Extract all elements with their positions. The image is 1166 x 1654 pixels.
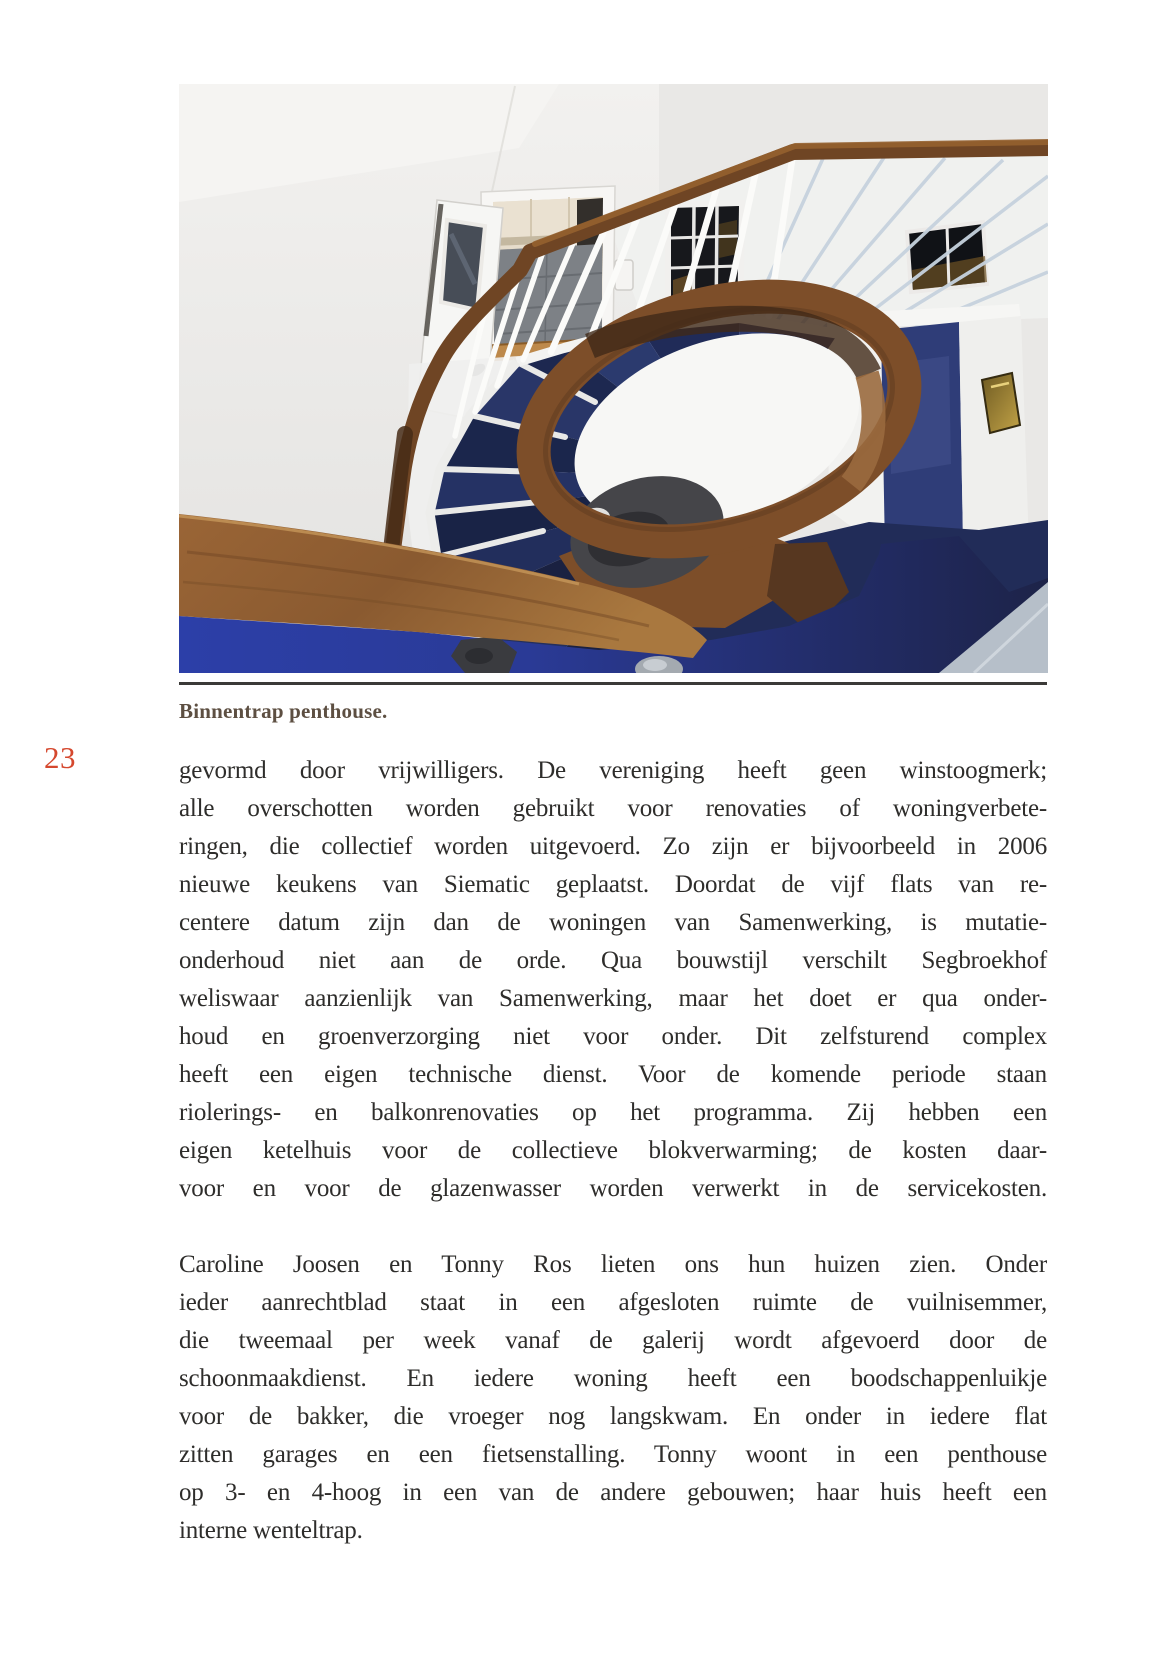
paragraph: [179, 1246, 1047, 1550]
page-number: 23: [44, 740, 76, 775]
body-text-line: schoonmaakdienst. En iedere woning heeft een boodschappenluikje: [179, 1365, 1047, 1392]
body-text-line: ringen, die collectief worden uitgevoerd. Zo zijn er bijvoorbeeld in 2006: [179, 833, 1047, 860]
body-text-line: interne wenteltrap.: [179, 1517, 363, 1544]
staircase-photo: [179, 84, 1048, 673]
body-text-line: op 3- en 4-hoog in een van de andere gebouwen; haar huis heeft een: [179, 1479, 1047, 1506]
body-text-line: onderhoud niet aan de orde. Qua bouwstijl verschilt Segbroekhof: [179, 947, 1047, 974]
body-text-line: ieder aanrechtblad staat in een afgesloten ruimte de vuilnisemmer,: [179, 1289, 1047, 1316]
body-text-line: heeft een eigen technische dienst. Voor de komende periode staan: [179, 1061, 1047, 1088]
body-text-line: alle overschotten worden gebruikt voor renovaties of woningverbete-: [179, 795, 1047, 822]
body-text-line: eigen ketelhuis voor de collectieve blokverwarming; de kosten daar-: [179, 1137, 1047, 1164]
body-text-line: weliswaar aanzienlijk van Samenwerking, maar het doet er qua onder-: [179, 985, 1047, 1012]
body-text-line: gevormd door vrijwilligers. De vereniging heeft geen winstoogmerk;: [179, 757, 1047, 784]
body-text-line: zitten garages en een fietsenstalling. Tonny woont in een penthouse: [179, 1441, 1047, 1468]
body-text-line: voor en voor de glazenwasser worden verwerkt in de servicekosten.: [179, 1175, 1047, 1202]
body-text: [179, 752, 1047, 1550]
paragraph: [179, 752, 1047, 1208]
staircase-photo-svg: [179, 84, 1048, 673]
body-text-line: voor de bakker, die vroeger nog langskwam. En onder in iedere flat: [179, 1403, 1047, 1430]
body-text-line: Caroline Joosen en Tonny Ros lieten ons hun huizen zien. Onder: [179, 1251, 1047, 1278]
photo-caption: Binnentrap penthouse.: [179, 699, 388, 723]
caption-divider: [179, 682, 1047, 685]
body-text-line: riolerings- en balkonrenovaties op het programma. Zij hebben een: [179, 1099, 1047, 1126]
body-text-line: houd en groenverzorging niet voor onder. Dit zelfsturend complex: [179, 1023, 1047, 1050]
body-text-line: centere datum zijn dan de woningen van Samenwerking, is mutatie-: [179, 909, 1047, 936]
body-text-line: nieuwe keukens van Siematic geplaatst. Doordat de vijf flats van re-: [179, 871, 1047, 898]
body-text-line: die tweemaal per week vanaf de galerij wordt afgevoerd door de: [179, 1327, 1047, 1354]
gilded-frame: [982, 373, 1020, 433]
